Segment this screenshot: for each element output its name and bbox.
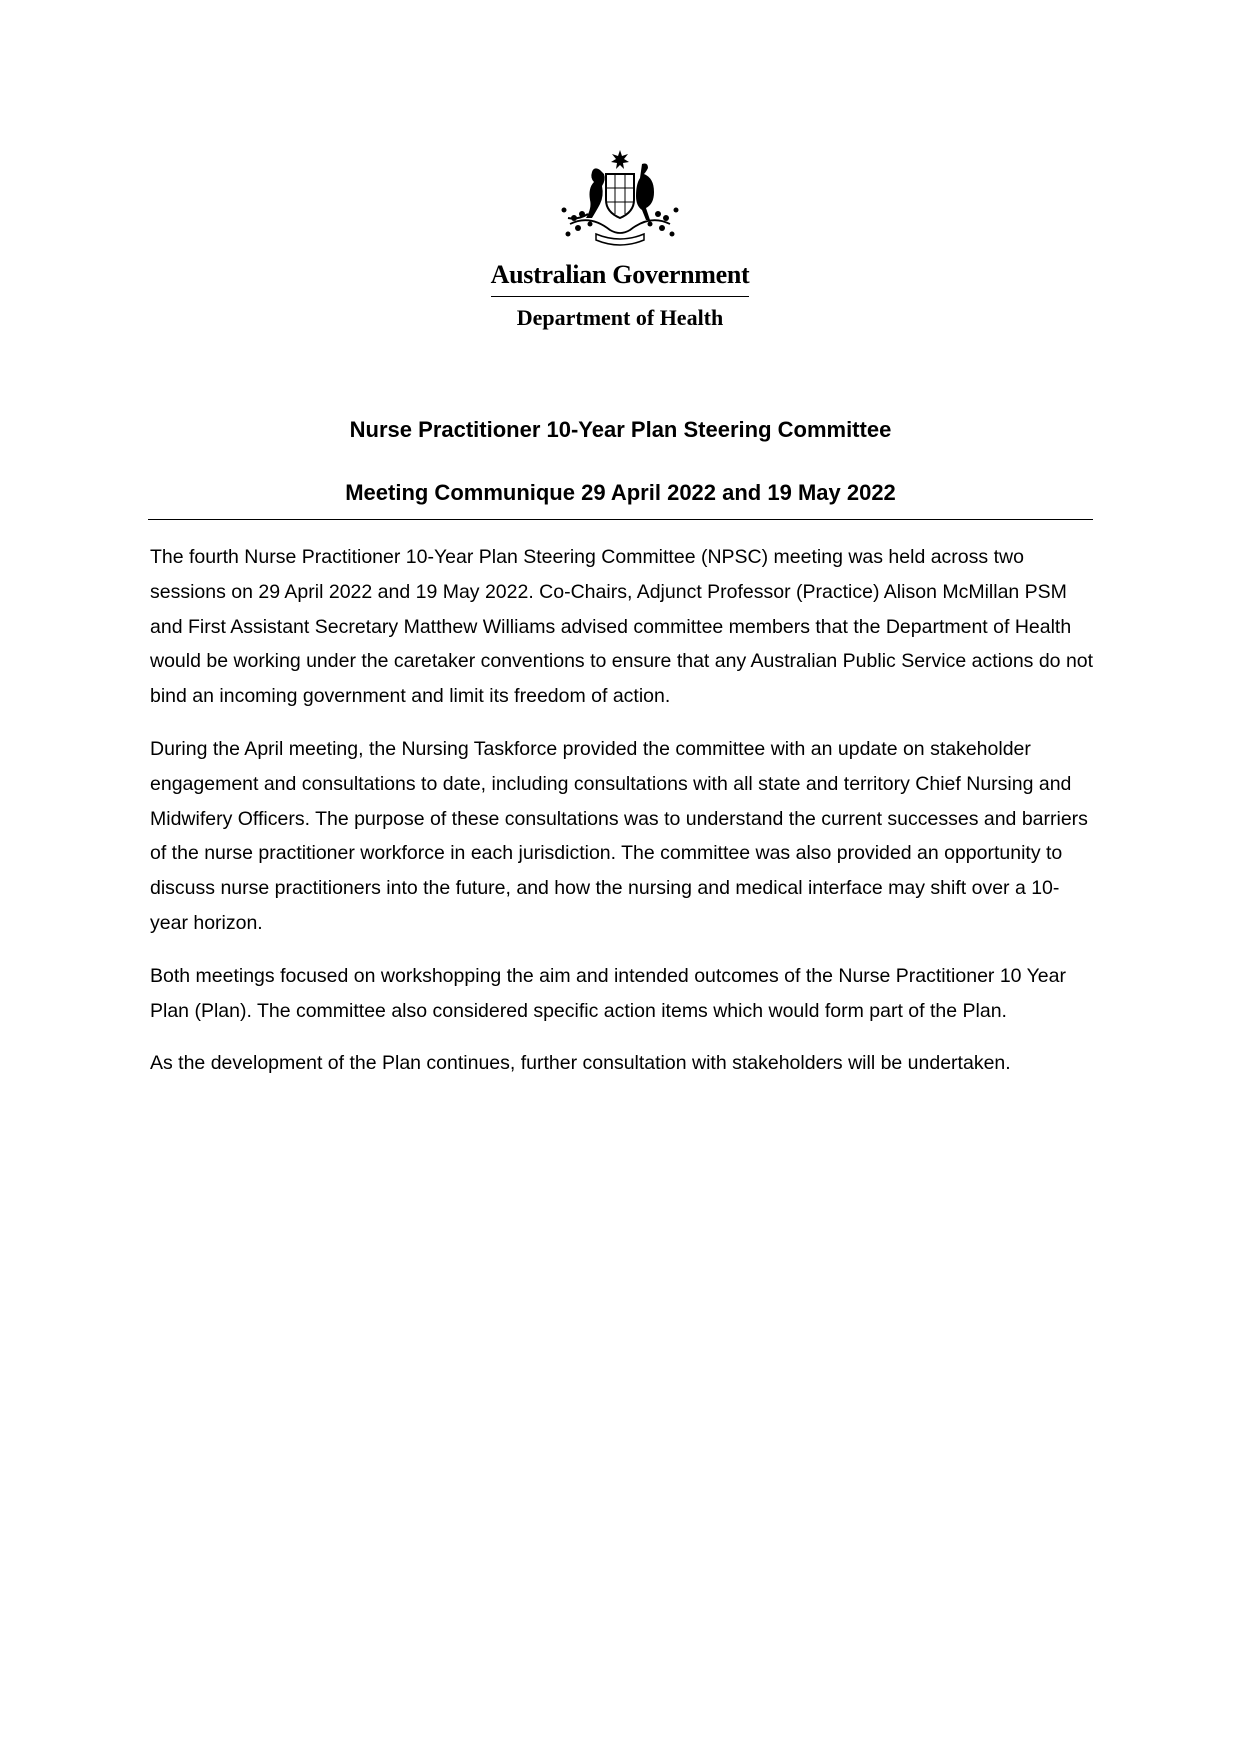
government-logo	[470, 148, 770, 331]
paragraph: As the development of the Plan continues, further consultation with stakeholders will be undertaken.	[150, 1052, 1011, 1075]
department-name: Department of Health	[516, 305, 724, 330]
paragraph: Both meetings focused on workshopping the aim and intended outcomes of the Nurse Practitioner 10 Year Plan (Plan). The committee also considered specific action items which would form part of the Plan.	[150, 964, 1066, 1022]
document-body	[150, 540, 1095, 1099]
document-title: Nurse Practitioner 10-Year Plan Steering Committee	[349, 417, 892, 442]
government-name: Australian Government	[491, 260, 750, 297]
commonwealth-coat-of-arms-icon	[550, 148, 690, 248]
title-divider	[148, 519, 1093, 520]
document-subtitle: Meeting Communique 29 April 2022 and 19 May 2022	[345, 480, 896, 505]
paragraph: During the April meeting, the Nursing Taskforce provided the committee with an update on stakeholder engagement and consultations to date, including consultations with all state and territory Chief Nursing and Midwifery Officers. The purpose of these consultations was to understand the current successes and barriers of the nurse practitioner workforce in each jurisdiction. The committee was also provided an opportunity to discuss nurse practitioners into the future, and how the nursing and medical interface may shift over a 10-year horizon.	[150, 737, 1088, 934]
paragraph: The fourth Nurse Practitioner 10-Year Plan Steering Committee (NPSC) meeting was held across two sessions on 29 April 2022 and 19 May 2022. Co-Chairs, Adjunct Professor (Practice) Alison McMillan PSM and First Assistant Secretary Matthew Williams advised committee members that the Department of Health would be working under the caretaker conventions to ensure that any Australian Public Service actions do not bind an incoming government and limit its freedom of action.	[150, 546, 1094, 708]
